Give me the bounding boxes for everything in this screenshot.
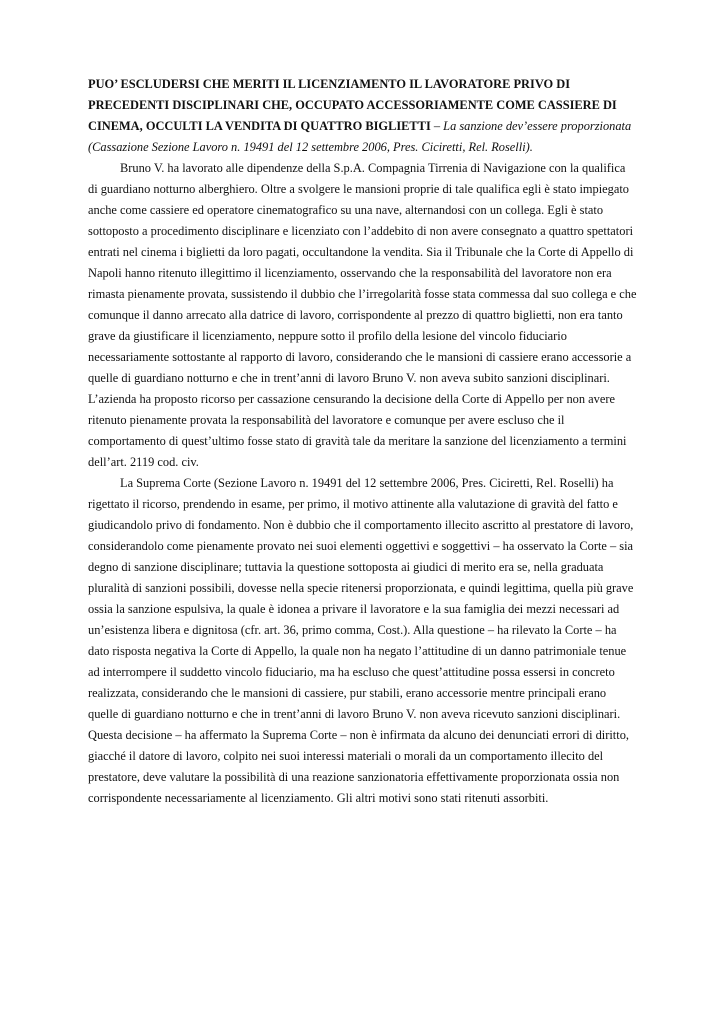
paragraph-1: Bruno V. ha lavorato alle dipendenze della S.p.A. Compagnia Tirrenia di Navigazione con la qualifica di guardiano notturno alberghiero. Oltre a svolgere le mansioni proprie di tale qualifica egli è stato impiegato anche come cassiere ed operatore cinematografico su una nave, alternandosi con un collega. Egli è stato sottoposto a procedimento disciplinare e licenziato con l’addebito di non avere consegnato a quattro spettatori entrati nel cinema i biglietti da loro pagati, occultandone la vendita. Sia il Tribunale che la Corte di Appello di Napoli hanno ritenuto illegittimo il licenziamento, osservando che la responsabilità del lavoratore non era rimasta pienamente provata, sussistendo il dubbio che l’irregolarità fosse stata commessa dal suo collega e che comunque il danno arrecato alla datrice di lavoro, corrispondente al prezzo di quattro biglietti, non era tanto grave da giustificare il licenziamento, neppure sotto il profilo della lesione del vincolo fiduciario necessariamente sottostante al rapporto di lavoro, considerando che le mansioni di cassiere erano accessorie a quelle di guardiano notturno e che in trent’anni di lavoro Bruno V. non aveva subito sanzioni disciplinari. bbox=[88, 161, 637, 385]
document-heading bbox=[88, 74, 638, 158]
title-separator: – bbox=[430, 119, 444, 133]
document-page bbox=[88, 74, 638, 809]
document-subtitle: La sanzione dev’essere proporzionata (Cassazione Sezione Lavoro n. 19491 del 12 settembre 2006, Pres. Ciciretti, Rel. Roselli). bbox=[88, 119, 632, 154]
paragraph-3: La Suprema Corte (Sezione Lavoro n. 19491 del 12 settembre 2006, Pres. Ciciretti, Rel. Roselli) ha rigettato il ricorso, prendendo in esame, per primo, il motivo attinente alla valutazione di gravità del fatto e giudicandolo privo di fondamento. Non è dubbio che il comportamento illecito ascritto al prestatore di lavoro, considerandolo come pienamente provato nei suoi elementi oggettivi e soggettivi – ha osservato la Corte – sia degno di sanzione disciplinare; tuttavia la questione sottoposta ai giudici di merito era se, nella graduata pluralità di sanzioni possibili, dovesse nella specie ritenersi proporzionata, e quindi legittima, quella più grave ossia la sanzione espulsiva, la quale è idonea a privare il lavoratore e la sua famiglia dei mezzi necessari ad un’esistenza libera e dignitosa (cfr. art. 36, primo comma, Cost.). Alla questione – ha rilevato la Corte – ha dato risposta negativa la Corte di Appello, la quale non ha negato l’attitudine di un danno patrimoniale tenue ad interrompere il suddetto vincolo fiduciario, ma ha escluso che quest’attitudine possa essersi in concreto realizzata, considerando che le mansioni di cassiere, pur stabili, erano accessorie mentre principali erano quelle di guardiano notturno e che in trent’anni di lavoro Bruno V. non aveva ricevuto sanzioni disciplinari. Questa decisione – ha affermato la Suprema Corte – non è infirmata da alcuno dei denunciati errori di diritto, giacché il datore di lavoro, colpito nei suoi interessi materiali o morali da un comportamento illecito del prestatore, deve valutare la possibilità di una reazione sanzionatoria effettivamente proporzionata ossia non corrispondente necessariamente al licenziamento. Gli altri motivi sono stati ritenuti assorbiti. bbox=[88, 476, 634, 805]
paragraph-2: L’azienda ha proposto ricorso per cassazione censurando la decisione della Corte di Appello per non avere ritenuto pienamente provata la responsabilità del lavoratore e comunque per avere escluso che il comportamento di quest’ultimo fosse stato di gravità tale da meritare la sanzione del licenziamento a termini dell’art. 2119 cod. civ. bbox=[88, 392, 627, 469]
document-title: PUO’ ESCLUDERSI CHE MERITI IL LICENZIAMENTO IL LAVORATORE PRIVO DI PRECEDENTI DISCIPLINARI CHE, OCCUPATO ACCESSORIAMENTE COME CASSIERE DI CINEMA, OCCULTI LA VENDITA DI QUATTRO BIGLIETTI bbox=[88, 77, 617, 133]
